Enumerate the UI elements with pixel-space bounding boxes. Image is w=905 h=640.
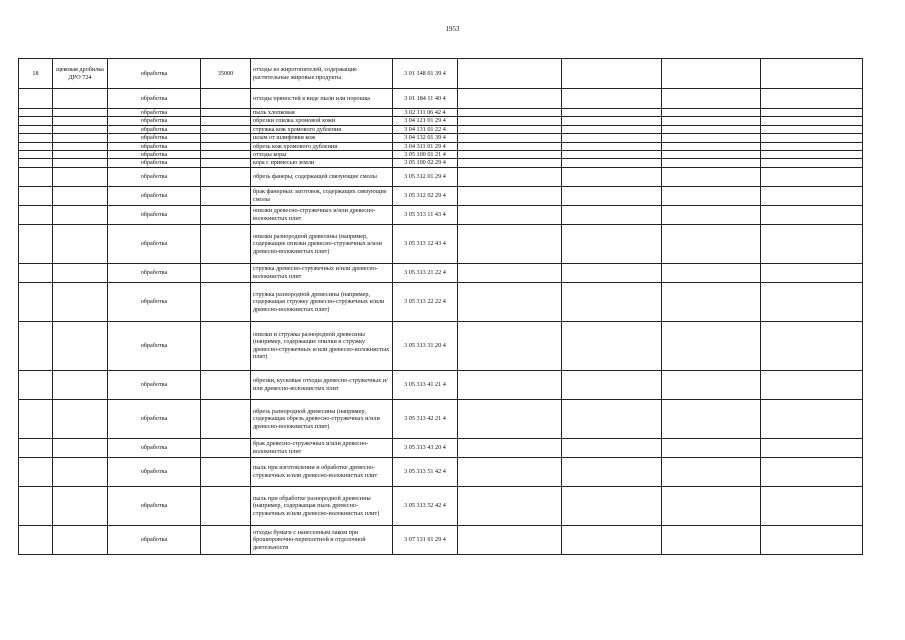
waste-description-cell: обрезки, кусковые отходы древесно-стружечных и/или древесно-волокнистых плит	[251, 370, 393, 399]
row-number-cell	[19, 525, 53, 554]
capacity-cell	[201, 457, 251, 486]
row-number-cell	[19, 89, 53, 109]
equipment-name-cell	[53, 117, 108, 125]
capacity-cell: 35000	[201, 59, 251, 89]
empty-cell	[662, 89, 761, 109]
empty-cell	[562, 134, 662, 142]
table-row	[19, 134, 863, 142]
equipment-name-cell	[53, 151, 108, 159]
empty-cell	[458, 282, 562, 321]
waste-code-cell: 3 01 184 11 40 4	[393, 89, 458, 109]
empty-cell	[761, 117, 863, 125]
row-number-cell	[19, 142, 53, 150]
empty-cell	[662, 263, 761, 282]
empty-cell	[458, 117, 562, 125]
row-number-cell	[19, 151, 53, 159]
table-row	[19, 59, 863, 89]
waste-description-cell: шлам от шлифовки кож	[251, 134, 393, 142]
equipment-name-cell	[53, 186, 108, 205]
empty-cell	[562, 370, 662, 399]
table-row	[19, 282, 863, 321]
empty-cell	[662, 159, 761, 167]
empty-cell	[458, 142, 562, 150]
empty-cell	[761, 151, 863, 159]
waste-description-cell: опилки древесно-стружечных и/или древесно-волокнистых плит	[251, 205, 393, 224]
waste-description-cell: пыль при изготовлении и обработке древесно-стружечных и/или древесно-волокнистых плит	[251, 457, 393, 486]
empty-cell	[662, 59, 761, 89]
operation-cell: обработка	[108, 486, 201, 525]
waste-code-cell: 3 05 313 12 43 4	[393, 224, 458, 263]
operation-cell: обработка	[108, 151, 201, 159]
empty-cell	[662, 125, 761, 133]
empty-cell	[458, 89, 562, 109]
capacity-cell	[201, 117, 251, 125]
table-row	[19, 457, 863, 486]
row-number-cell	[19, 224, 53, 263]
empty-cell	[458, 438, 562, 457]
table-body	[19, 59, 863, 555]
empty-cell	[458, 134, 562, 142]
waste-code-cell: 3 05 313 22 22 4	[393, 282, 458, 321]
waste-description-cell: обрезки спилка хромовой кожи	[251, 117, 393, 125]
operation-cell: обработка	[108, 134, 201, 142]
empty-cell	[662, 399, 761, 438]
empty-cell	[761, 125, 863, 133]
table-row	[19, 159, 863, 167]
waste-description-cell: отходы пряностей в виде пыли или порошка	[251, 89, 393, 109]
waste-code-cell: 3 01 148 01 39 4	[393, 59, 458, 89]
capacity-cell	[201, 186, 251, 205]
empty-cell	[458, 486, 562, 525]
empty-cell	[761, 399, 863, 438]
operation-cell: обработка	[108, 205, 201, 224]
empty-cell	[562, 263, 662, 282]
equipment-name-cell	[53, 457, 108, 486]
waste-description-cell: пыль при обработке разнородной древесины (например, содержащая пыль древесно-стружечных и/или древесно-волокнистых плит)	[251, 486, 393, 525]
equipment-name-cell	[53, 134, 108, 142]
empty-cell	[458, 151, 562, 159]
empty-cell	[761, 205, 863, 224]
waste-code-cell: 3 07 131 01 29 4	[393, 525, 458, 554]
empty-cell	[458, 159, 562, 167]
waste-code-cell: 3 05 312 01 29 4	[393, 167, 458, 186]
equipment-name-cell: щековая дробилка ДРО 724	[53, 59, 108, 89]
waste-code-cell: 3 05 100 01 21 4	[393, 151, 458, 159]
table-row	[19, 167, 863, 186]
operation-cell: обработка	[108, 125, 201, 133]
empty-cell	[562, 224, 662, 263]
operation-cell: обработка	[108, 89, 201, 109]
empty-cell	[761, 134, 863, 142]
row-number-cell	[19, 438, 53, 457]
equipment-name-cell	[53, 370, 108, 399]
capacity-cell	[201, 134, 251, 142]
empty-cell	[761, 486, 863, 525]
table-row	[19, 151, 863, 159]
equipment-name-cell	[53, 224, 108, 263]
waste-code-cell: 3 04 121 01 29 4	[393, 117, 458, 125]
row-number-cell	[19, 321, 53, 370]
waste-description-cell: отходы из жиротопителей, содержащие растительные жировые продукты	[251, 59, 393, 89]
empty-cell	[458, 457, 562, 486]
waste-code-cell: 3 05 313 21 22 4	[393, 263, 458, 282]
equipment-name-cell	[53, 486, 108, 525]
table-row	[19, 142, 863, 150]
empty-cell	[662, 142, 761, 150]
empty-cell	[662, 282, 761, 321]
waste-description-cell: отходы бумаги с нанесенным лаком при брошюровочно-переплетной и отделочной деятельности	[251, 525, 393, 554]
capacity-cell	[201, 486, 251, 525]
empty-cell	[662, 117, 761, 125]
operation-cell: обработка	[108, 159, 201, 167]
table-row	[19, 205, 863, 224]
waste-code-cell: 3 05 313 43 20 4	[393, 438, 458, 457]
operation-cell: обработка	[108, 224, 201, 263]
waste-code-cell: 3 05 313 11 43 4	[393, 205, 458, 224]
table-row	[19, 117, 863, 125]
empty-cell	[458, 263, 562, 282]
table-row	[19, 370, 863, 399]
waste-code-cell: 3 05 313 31 20 4	[393, 321, 458, 370]
equipment-name-cell	[53, 399, 108, 438]
operation-cell: обработка	[108, 525, 201, 554]
empty-cell	[562, 151, 662, 159]
empty-cell	[562, 486, 662, 525]
equipment-name-cell	[53, 125, 108, 133]
empty-cell	[662, 205, 761, 224]
empty-cell	[458, 125, 562, 133]
row-number-cell	[19, 205, 53, 224]
waste-code-cell: 3 05 313 41 21 4	[393, 370, 458, 399]
equipment-name-cell	[53, 525, 108, 554]
empty-cell	[562, 205, 662, 224]
row-number-cell	[19, 370, 53, 399]
waste-description-cell: кора с примесью земли	[251, 159, 393, 167]
operation-cell: обработка	[108, 142, 201, 150]
waste-table	[18, 58, 863, 555]
empty-cell	[562, 159, 662, 167]
row-number-cell	[19, 134, 53, 142]
empty-cell	[458, 370, 562, 399]
table-row	[19, 263, 863, 282]
waste-code-cell: 3 05 312 02 29 4	[393, 186, 458, 205]
table-row	[19, 125, 863, 133]
empty-cell	[761, 142, 863, 150]
equipment-name-cell	[53, 159, 108, 167]
capacity-cell	[201, 151, 251, 159]
empty-cell	[458, 59, 562, 89]
empty-cell	[761, 263, 863, 282]
empty-cell	[761, 89, 863, 109]
waste-description-cell: пыль хлопковая	[251, 109, 393, 117]
operation-cell: обработка	[108, 457, 201, 486]
empty-cell	[562, 59, 662, 89]
empty-cell	[562, 457, 662, 486]
capacity-cell	[201, 525, 251, 554]
empty-cell	[562, 117, 662, 125]
row-number-cell	[19, 457, 53, 486]
empty-cell	[761, 282, 863, 321]
row-number-cell	[19, 399, 53, 438]
waste-code-cell: 3 02 111 06 42 4	[393, 109, 458, 117]
operation-cell: обработка	[108, 321, 201, 370]
waste-description-cell: стружка кож хромового дубления	[251, 125, 393, 133]
equipment-name-cell	[53, 438, 108, 457]
empty-cell	[562, 321, 662, 370]
empty-cell	[662, 167, 761, 186]
empty-cell	[761, 321, 863, 370]
empty-cell	[662, 370, 761, 399]
row-number-cell	[19, 109, 53, 117]
table-row	[19, 186, 863, 205]
equipment-name-cell	[53, 205, 108, 224]
table-row	[19, 486, 863, 525]
empty-cell	[458, 224, 562, 263]
empty-cell	[562, 125, 662, 133]
waste-description-cell: обрезь фанеры, содержащей связующие смолы	[251, 167, 393, 186]
row-number-cell	[19, 117, 53, 125]
empty-cell	[562, 89, 662, 109]
row-number-cell	[19, 159, 53, 167]
waste-code-cell: 3 05 100 02 29 4	[393, 159, 458, 167]
waste-code-cell: 3 05 313 52 42 4	[393, 486, 458, 525]
empty-cell	[562, 399, 662, 438]
waste-description-cell: брак древесно-стружечных и/или древесно-волокнистых плит	[251, 438, 393, 457]
page-number: 1953	[445, 25, 460, 33]
waste-description-cell: брак фанерных заготовок, содержащих связующие смолы	[251, 186, 393, 205]
waste-description-cell: обрезь кож хромового дубления	[251, 142, 393, 150]
waste-description-cell: обрезь разнородной древесины (например, содержащая обрезь древесно-стружечных и/или древесно-волокнистых плит)	[251, 399, 393, 438]
operation-cell: обработка	[108, 438, 201, 457]
waste-description-cell: стружка древесно-стружечных и/или древесно-волокнистых плит	[251, 263, 393, 282]
capacity-cell	[201, 321, 251, 370]
waste-code-cell: 3 04 311 01 29 4	[393, 142, 458, 150]
empty-cell	[562, 142, 662, 150]
empty-cell	[662, 151, 761, 159]
operation-cell: обработка	[108, 186, 201, 205]
empty-cell	[662, 321, 761, 370]
empty-cell	[761, 167, 863, 186]
row-number-cell	[19, 486, 53, 525]
operation-cell: обработка	[108, 117, 201, 125]
empty-cell	[761, 59, 863, 89]
row-number-cell	[19, 125, 53, 133]
capacity-cell	[201, 370, 251, 399]
empty-cell	[761, 438, 863, 457]
empty-cell	[761, 370, 863, 399]
empty-cell	[662, 486, 761, 525]
row-number-cell: 18	[19, 59, 53, 89]
empty-cell	[662, 457, 761, 486]
waste-code-cell: 3 05 313 42 21 4	[393, 399, 458, 438]
capacity-cell	[201, 438, 251, 457]
empty-cell	[458, 167, 562, 186]
operation-cell: обработка	[108, 59, 201, 89]
equipment-name-cell	[53, 89, 108, 109]
equipment-name-cell	[53, 263, 108, 282]
row-number-cell	[19, 263, 53, 282]
empty-cell	[562, 186, 662, 205]
empty-cell	[761, 525, 863, 554]
empty-cell	[662, 525, 761, 554]
capacity-cell	[201, 224, 251, 263]
table-row	[19, 224, 863, 263]
waste-description-cell: опилки разнородной древесины (например, содержащие опилки древесно-стружечных и/или древесно-волокнистых плит)	[251, 224, 393, 263]
capacity-cell	[201, 89, 251, 109]
row-number-cell	[19, 186, 53, 205]
capacity-cell	[201, 109, 251, 117]
empty-cell	[761, 109, 863, 117]
capacity-cell	[201, 159, 251, 167]
capacity-cell	[201, 167, 251, 186]
capacity-cell	[201, 263, 251, 282]
table-row	[19, 321, 863, 370]
empty-cell	[562, 167, 662, 186]
table-row	[19, 109, 863, 117]
waste-description-cell: стружка разнородной древесины (например, содержащая стружку древесно-стружечных и/или древесно-волокнистых плит)	[251, 282, 393, 321]
capacity-cell	[201, 125, 251, 133]
equipment-name-cell	[53, 321, 108, 370]
empty-cell	[662, 134, 761, 142]
empty-cell	[458, 525, 562, 554]
operation-cell: обработка	[108, 109, 201, 117]
waste-code-cell: 3 05 313 51 42 4	[393, 457, 458, 486]
empty-cell	[662, 438, 761, 457]
operation-cell: обработка	[108, 399, 201, 438]
empty-cell	[761, 186, 863, 205]
empty-cell	[562, 282, 662, 321]
empty-cell	[562, 109, 662, 117]
operation-cell: обработка	[108, 282, 201, 321]
equipment-name-cell	[53, 142, 108, 150]
waste-code-cell: 3 04 131 01 22 4	[393, 125, 458, 133]
empty-cell	[761, 224, 863, 263]
empty-cell	[458, 321, 562, 370]
empty-cell	[761, 457, 863, 486]
operation-cell: обработка	[108, 167, 201, 186]
waste-code-cell: 3 04 132 01 39 4	[393, 134, 458, 142]
capacity-cell	[201, 142, 251, 150]
row-number-cell	[19, 282, 53, 321]
empty-cell	[562, 525, 662, 554]
waste-description-cell: отходы коры	[251, 151, 393, 159]
empty-cell	[562, 438, 662, 457]
row-number-cell	[19, 167, 53, 186]
table-row	[19, 399, 863, 438]
empty-cell	[458, 205, 562, 224]
table-row	[19, 89, 863, 109]
empty-cell	[662, 186, 761, 205]
capacity-cell	[201, 205, 251, 224]
empty-cell	[662, 109, 761, 117]
table-row	[19, 438, 863, 457]
table-row	[19, 525, 863, 554]
operation-cell: обработка	[108, 263, 201, 282]
empty-cell	[458, 186, 562, 205]
equipment-name-cell	[53, 167, 108, 186]
empty-cell	[458, 399, 562, 438]
operation-cell: обработка	[108, 370, 201, 399]
empty-cell	[458, 109, 562, 117]
waste-description-cell: опилки и стружка разнородной древесины (например, содержащие опилки и стружку древесно-стружечных и/или древесно-волокнистых плит)	[251, 321, 393, 370]
empty-cell	[662, 224, 761, 263]
empty-cell	[761, 159, 863, 167]
capacity-cell	[201, 399, 251, 438]
equipment-name-cell	[53, 282, 108, 321]
capacity-cell	[201, 282, 251, 321]
equipment-name-cell	[53, 109, 108, 117]
